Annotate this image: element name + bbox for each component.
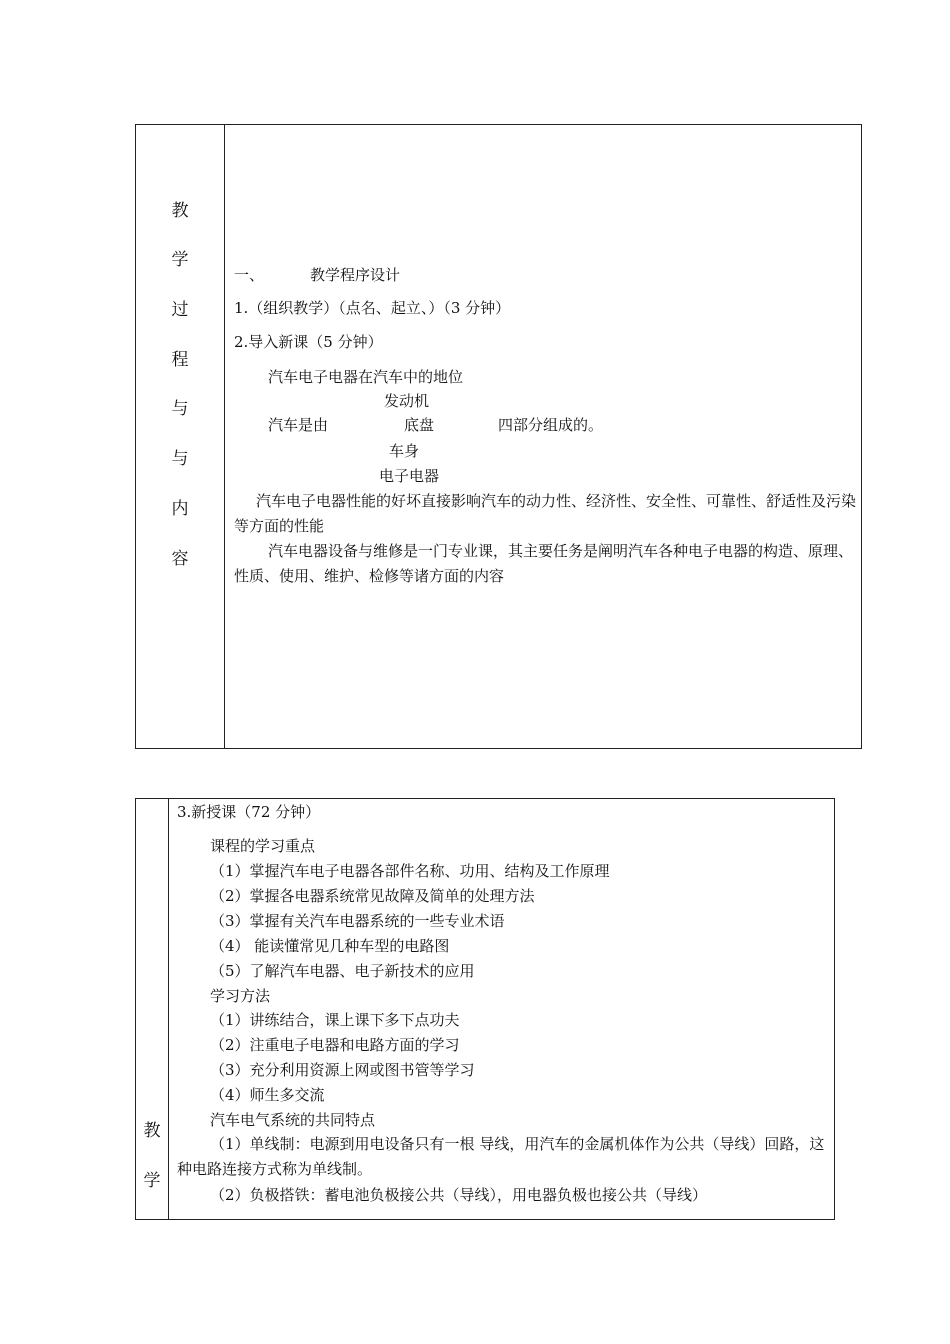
side-label-char: 与 (171, 399, 189, 419)
focus-item: （5）了解汽车电器、电子新技术的应用 (210, 962, 475, 980)
part-electric: 电子电器 (379, 467, 440, 485)
new-lesson-title: 3.新授课（72 分钟） (177, 803, 321, 821)
course-description-paragraph: 汽车电器设备与维修是一门专业课，其主要任务是阐明汽车各种电子电器的构造、原理、性质、使用、维护、检修等诸方面的内容 (234, 542, 854, 585)
side-label-char: 过 (171, 300, 189, 320)
performance-paragraph: 汽车电子电器性能的好坏直接影响汽车的动力性、经济性、安全性、可靠性、舒适性及污染等方面的性能 (234, 492, 857, 535)
column-divider (168, 799, 169, 1219)
feature-title: 汽车电气系统的共同特点 (210, 1111, 376, 1129)
section-number: 一、 (234, 266, 265, 284)
part-body: 车身 (389, 442, 420, 460)
section-heading: 教学程序设计 (310, 266, 401, 284)
side-label-char: 容 (171, 549, 189, 569)
method-title: 学习方法 (210, 987, 271, 1005)
side-label-char: 教 (171, 201, 189, 221)
lesson-plan-table-2 (135, 798, 835, 1220)
part-engine: 发动机 (384, 392, 430, 410)
organize-line: 1.（组织教学）（点名、起立、）（3 分钟） (234, 299, 511, 317)
method-item: （4）师生多交流 (210, 1086, 325, 1104)
method-item: （3）充分利用资源上网或图书管等学习 (210, 1061, 475, 1079)
focus-item: （1）掌握汽车电子电器各部件名称、功用、结构及工作原理 (210, 862, 610, 880)
focus-item: （3）掌握有关汽车电器系统的一些专业术语 (210, 912, 505, 930)
method-item: （1）讲练结合，课上课下多下点功夫 (210, 1011, 460, 1029)
focus-item: （2）掌握各电器系统常见故障及简单的处理方法 (210, 887, 535, 905)
side-label-char: 教 (143, 1121, 161, 1141)
intro-line: 2.导入新课（5 分钟） (234, 333, 383, 351)
focus-title: 课程的学习重点 (210, 837, 316, 855)
side-label-char: 与 (171, 449, 189, 469)
focus-item: （4） 能读懂常见几种车型的电路图 (210, 937, 450, 955)
car-composed-of: 汽车是由 (268, 416, 329, 434)
lesson-plan-table-1 (135, 124, 862, 749)
negative-ground-line: （2）负极搭铁：蓄电池负极接公共（导线），用电器负极也接公共（导线） (210, 1186, 708, 1204)
side-label-char: 程 (171, 350, 189, 370)
column-divider (224, 125, 225, 748)
part-chassis: 底盘 (404, 416, 435, 434)
method-item: （2）注重电子电器和电路方面的学习 (210, 1036, 460, 1054)
single-wire-paragraph: （1）单线制：电源到用电设备只有一根 导线，用汽车的金属机体作为公共（导线）回路，这种电路连接方式称为单线制。 (177, 1135, 825, 1178)
four-parts-text: 四部分组成的。 (498, 416, 604, 434)
side-label-char: 学 (143, 1171, 161, 1191)
side-label-char: 内 (171, 499, 189, 519)
side-label-char: 学 (171, 250, 189, 270)
position-line: 汽车电子电器在汽车中的地位 (268, 368, 464, 386)
